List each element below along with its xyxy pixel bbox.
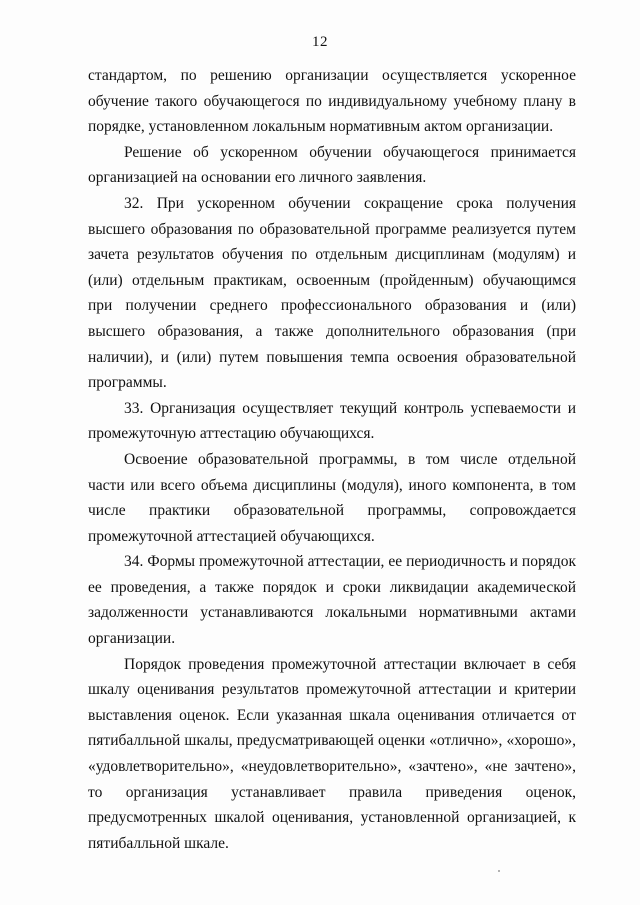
scan-speck bbox=[498, 870, 500, 872]
paragraph-assessment-procedure: Порядок проведения промежуточной аттестации включает в себя шкалу оценивания результатов промежуточной аттестации и критерии выставления оценок. Если указанная шкала оценивания отличается от пятибалльной шкалы, предусматривающей оценки «отлично», «хорошо», «удовлетворительно», «неудовлетворительно», «зачтено», «не зачтено», то организация устанавливает правила приведения оценок, предусмотренных шкалой оценивания, установленной организацией, к пятибалльной шкале. bbox=[88, 655, 576, 852]
paragraph-clause-33: 33. Организация осуществляет текущий контроль успеваемости и промежуточную аттестацию обучающихся. bbox=[88, 399, 576, 443]
paragraph-clause-34: 34. Формы промежуточной аттестации, ее периодичность и порядок ее проведения, а также порядок и сроки ликвидации академической задолженности устанавливаются локальными нормативными актами организации. bbox=[88, 553, 576, 648]
paragraph-program-mastery: Освоение образовательной программы, в том числе отдельной части или всего объема дисциплины (модуля), иного компонента, в том числе практики образовательной программы, сопровождается промежуточной аттестацией обучающихся. bbox=[88, 450, 576, 545]
document-body bbox=[88, 63, 576, 856]
page-number: 12 bbox=[312, 34, 328, 50]
paragraph-clause-32: 32. При ускоренном обучении сокращение срока получения высшего образования по образовательной программе реализуется путем зачета результатов обучения по отдельным дисциплинам (модулям) и (или) отдельным практикам, освоенным (пройденным) обучающимся при получении среднего профессионального образования и (или) высшего образования, а также дополнительного образования (при наличии), и (или) путем повышения темпа освоения образовательной программы. bbox=[88, 194, 576, 392]
paragraph-accelerated-learning-continuation: стандартом, по решению организации осуществляется ускоренное обучение такого обучающегося по индивидуальному учебному плану в порядке, установленном локальным нормативным актом организации. bbox=[88, 67, 576, 136]
paragraph-accelerated-learning-decision: Решение об ускоренном обучении обучающегося принимается организацией на основании его личного заявления. bbox=[88, 143, 576, 187]
